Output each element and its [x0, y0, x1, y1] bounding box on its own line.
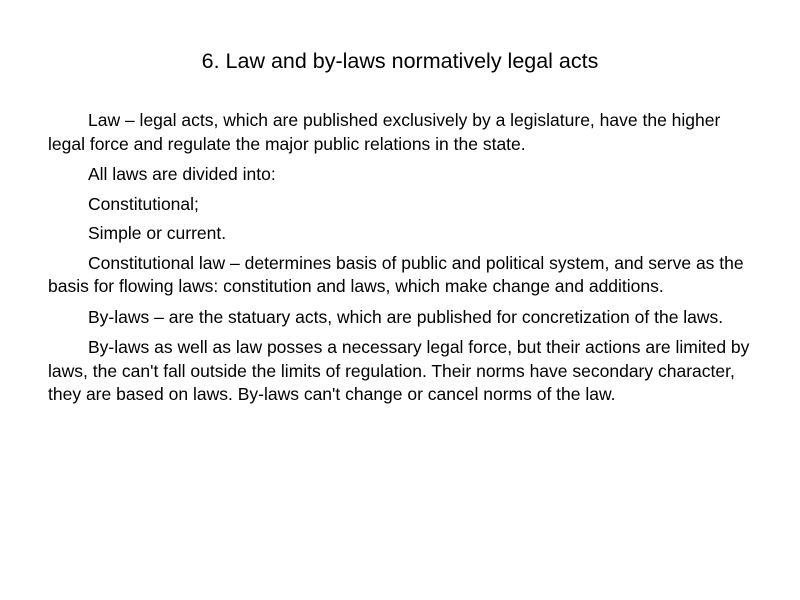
paragraph-constitutional: Constitutional; [88, 193, 199, 214]
slide-title: 6. Law and by-laws normatively legal acts [201, 49, 599, 73]
paragraph-simple-current: Simple or current. [88, 223, 227, 243]
paragraph-constitutional-law: Constitutional law – determines basis of public and political system, and serve as the basis for flowing laws: constitution and laws, which make change and additions. [48, 252, 744, 296]
paragraph-by-laws-definition: By-laws – are the statuary acts, which are published for concretization of the laws. [88, 306, 724, 327]
slide-body [48, 109, 758, 414]
paragraph-law-definition: Law – legal acts, which are published exclusively by a legislature, have the higher legal force and regulate the major public relations in the state. [48, 110, 721, 154]
paragraph-by-laws-force: By-laws as well as law posses a necessary legal force, but their actions are limited by laws, the can't fall outside the limits of regulation. Their norms have secondary character, they are based on laws. By-laws can't change or cancel norms of the law. [48, 337, 750, 404]
paragraph-laws-division: All laws are divided into: [88, 164, 276, 184]
